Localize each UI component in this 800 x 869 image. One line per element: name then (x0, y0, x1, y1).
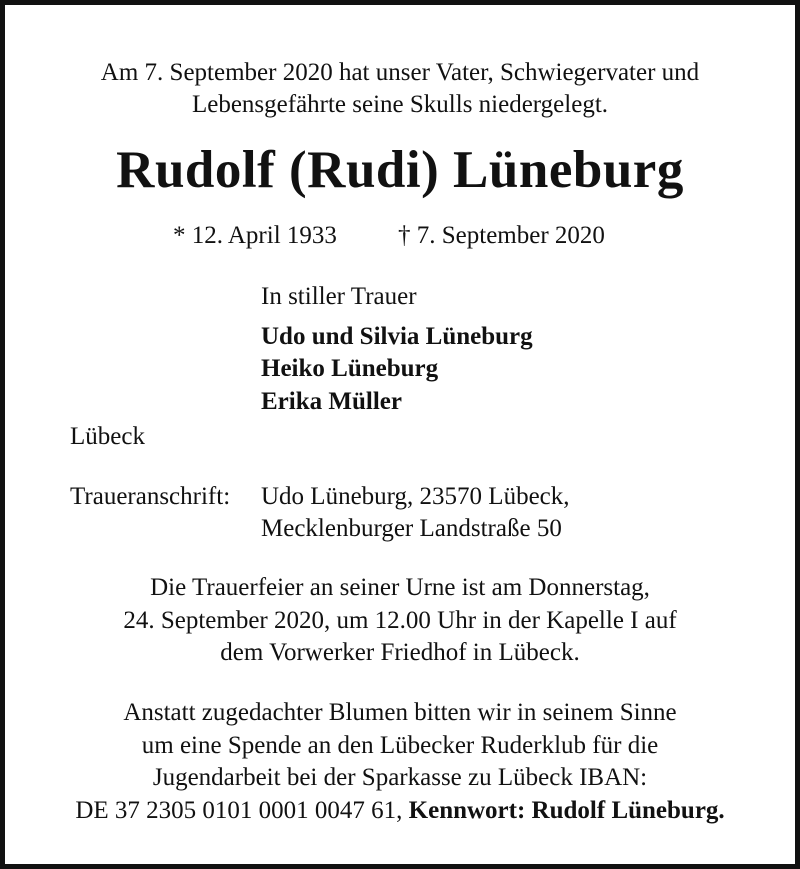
intro-line-2: Lebensgefährte seine Skulls niedergelegt. (191, 91, 609, 118)
intro-line-1: Am 7. September 2020 hat unser Vater, Schwiegervater und (100, 59, 700, 86)
donation-iban: DE 37 2305 0101 0001 0047 61, (75, 797, 403, 824)
place: Lübeck (70, 423, 145, 450)
deceased-name: Rudolf (Rudi) Lüneburg (116, 141, 684, 199)
donation-line-1: Anstatt zugedachter Blumen bitten wir in seinem Sinne (123, 699, 677, 726)
address-line-1: Udo Lüneburg, 23570 Lübeck, (261, 483, 570, 510)
mourning-heading: In stiller Trauer (261, 283, 417, 310)
donation-line-3: Jugendarbeit bei der Sparkasse zu Lübeck IBAN: (152, 764, 648, 791)
address-label: Traueranschrift: (70, 483, 231, 510)
mourner-3: Erika Müller (261, 388, 402, 415)
donation-keyword: Kennwort: Rudolf Lüneburg. (408, 797, 725, 824)
ceremony-line-3: dem Vorwerker Friedhof in Lübeck. (220, 639, 580, 666)
birth-date: * 12. April 1933 (173, 222, 337, 249)
mourner-1: Udo und Silvia Lüneburg (261, 323, 533, 350)
donation-line-4 (5, 795, 795, 827)
ceremony-line-2: 24. September 2020, um 12.00 Uhr in der Kapelle I auf (123, 607, 677, 634)
donation-line-2: um eine Spende an den Lübecker Ruderklub für die (141, 732, 659, 759)
ceremony-line-1: Die Trauerfeier an seiner Urne ist am Donnerstag, (150, 574, 650, 601)
mourner-2: Heiko Lüneburg (261, 355, 439, 382)
death-date: † 7. September 2020 (398, 222, 605, 249)
address-line-2: Mecklenburger Landstraße 50 (261, 515, 562, 542)
